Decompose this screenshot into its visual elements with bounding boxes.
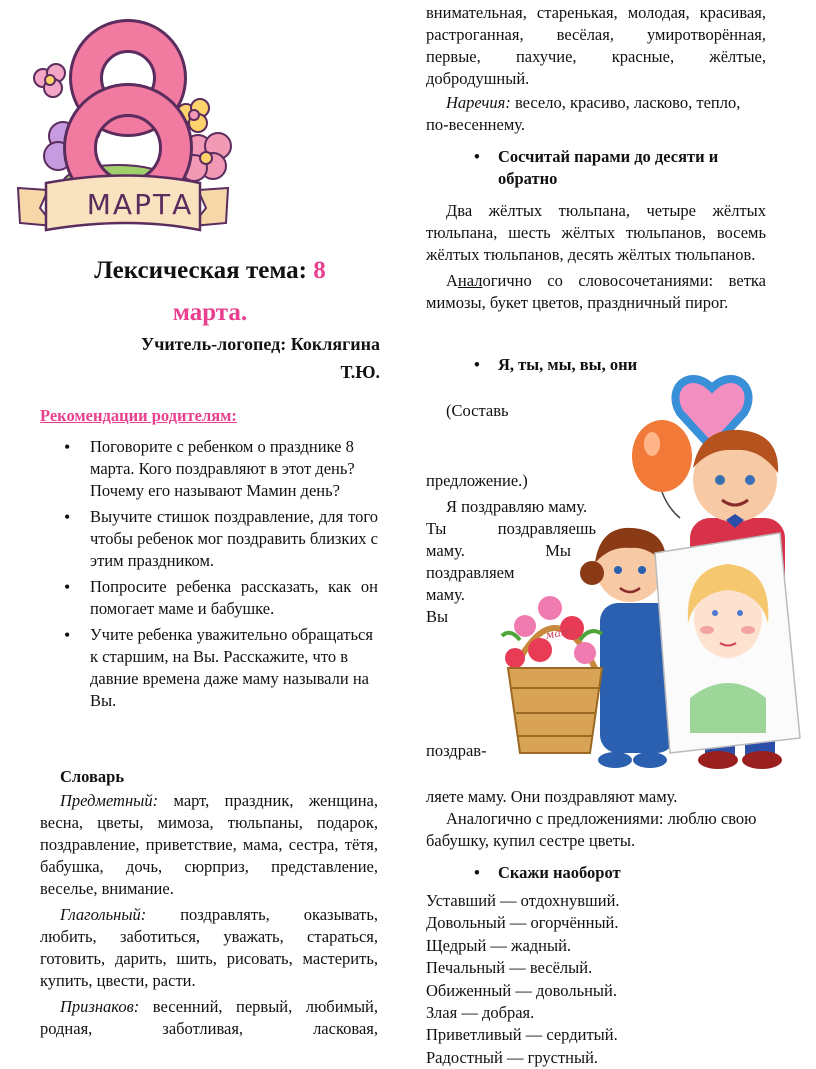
flower-basket	[502, 596, 602, 753]
dictionary-subject	[40, 790, 378, 900]
opposite-pair: Радостный — грустный.	[426, 1047, 599, 1067]
verb-text: поздравлять, оказывать, любить, заботиться, уважать, стараться, готовить, дарить, шить, рисовать, мастерить, купить, цвести, расти.	[40, 905, 378, 990]
list-item-text: Учите ребенка уважительно обращаться к старшим, на Вы. Расскажите, что в давние времена даже маму называли на Вы.	[90, 625, 373, 710]
opposite-pair: Печальный — весёлый.	[426, 958, 593, 978]
pron-line: маму. Мы	[426, 541, 571, 560]
list-item-text: Попросите ребенка рассказать, как он помогает маме и бабушке.	[90, 577, 378, 618]
subject-text: март, праздник, женщина, весна, цветы, мимоза, тюльпаны, подарок, поздравление, приветствие, мама, сестра, тётя, бабушка, дочь, сюрприз, представление, веселье, внимание.	[40, 791, 379, 898]
pron-line: маму.	[426, 585, 465, 604]
list-item	[58, 624, 378, 712]
topic-word: марта.	[172, 299, 248, 326]
recommendations-title: Рекомендации родителям:	[40, 406, 237, 425]
verb-label: Глагольный:	[60, 905, 147, 924]
opposite-pair: Уставший — отдохнувший.	[426, 891, 620, 910]
dictionary-body	[40, 790, 378, 1040]
analog-text	[426, 270, 766, 314]
mom-drawing-card	[655, 533, 800, 753]
count-text: Два жёлтых тюльпана, четыре жёлтых тюльпана, шесть жёлтых тюльпанов, восемь жёлтых тюльпанов, десять жёлтых тюльпанов.	[426, 201, 766, 264]
opposite-pair: Довольный — огорчённый.	[426, 913, 619, 933]
flower-icon	[34, 64, 65, 97]
topic-title	[40, 250, 380, 334]
opposites-title: • Скажи наоборот	[426, 862, 766, 884]
right-column-top	[426, 2, 766, 324]
teacher-line	[40, 330, 380, 386]
adverb-text: весело, красиво, ласково, тепло, по-весеннему.	[426, 93, 741, 134]
topic-number: 8	[313, 257, 326, 284]
pronouns-make: (Составь	[446, 401, 509, 420]
pron-analog: Аналогично с предложениями: люблю свою бабушку, купил сестре цветы.	[426, 809, 757, 850]
opposites-list	[426, 890, 766, 1069]
dictionary-title: Словарь	[60, 767, 125, 786]
subject-label: Предметный:	[60, 791, 159, 810]
children-illustration-graphic	[490, 368, 812, 778]
right-column-bottom	[426, 786, 766, 1069]
pron-line: поздравляем	[426, 563, 515, 582]
recommendations-list	[58, 436, 378, 716]
pronouns-hyphen: поздрав-	[426, 741, 487, 760]
children-illustration	[490, 368, 812, 778]
opposite-pair: Злая — добрая.	[426, 1003, 535, 1023]
pronouns-title: • Я, ты, мы, вы, они	[426, 354, 640, 376]
list-item-text: Поговорите с ребенком о празднике 8 марта. Кого поздравляют в этот день? Почему его называют Мамин день?	[90, 437, 355, 500]
pronouns-sentence: предложение.)	[426, 471, 528, 490]
balloon-icon	[632, 420, 692, 518]
analog-prefix: А	[446, 271, 458, 290]
opposite-pair: Обиженный — довольный.	[426, 980, 617, 1000]
dictionary-attributes	[40, 996, 378, 1040]
attr-continuation: внимательная, старенькая, молодая, красивая, растроганная, весёлая, умиротворённая, первые, пахучие, красные, жёлтые, добродушный.	[426, 3, 766, 88]
opposite-pair: Приветливый — сердитый.	[426, 1025, 618, 1045]
pron-line: Я поздравляю маму.	[446, 497, 588, 516]
card-text: мама	[543, 622, 578, 643]
list-item	[58, 506, 378, 572]
logo-word: МАРТА	[86, 188, 194, 221]
analog-underlined: нал	[457, 271, 483, 290]
attr-label: Признаков:	[60, 997, 140, 1016]
dictionary-verb	[40, 904, 378, 992]
opposite-pair: Щедрый — жадный.	[426, 935, 572, 955]
teacher-name: Учитель-логопед: Коклягина	[140, 334, 380, 354]
list-item-text: Выучите стишок поздравление, для того чтобы ребенок мог поздравить близких с этим праздником.	[90, 507, 378, 570]
topic-prefix: Лексическая тема:	[94, 257, 308, 284]
pron-line: Ты поздравляешь	[426, 519, 596, 538]
adverbs	[426, 92, 766, 136]
pron-line: Вы	[426, 607, 449, 626]
pron-final-line: ляете маму. Они поздравляют маму.	[426, 787, 678, 806]
teacher-initials: Т.Ю.	[340, 362, 380, 382]
march-8-logo	[8, 18, 238, 243]
list-item	[58, 576, 378, 620]
attr-text: весенний, первый, любимый, родная, заботливая, ласковая,	[40, 997, 379, 1038]
count-title: • Сосчитай парами до десяти и обратно	[426, 146, 766, 190]
list-item	[58, 436, 378, 502]
adverb-label: Наречия:	[446, 93, 511, 112]
analog-rest: огично со словосочетаниями: ветка мимозы, букет цветов, праздничный пирог.	[426, 271, 766, 312]
